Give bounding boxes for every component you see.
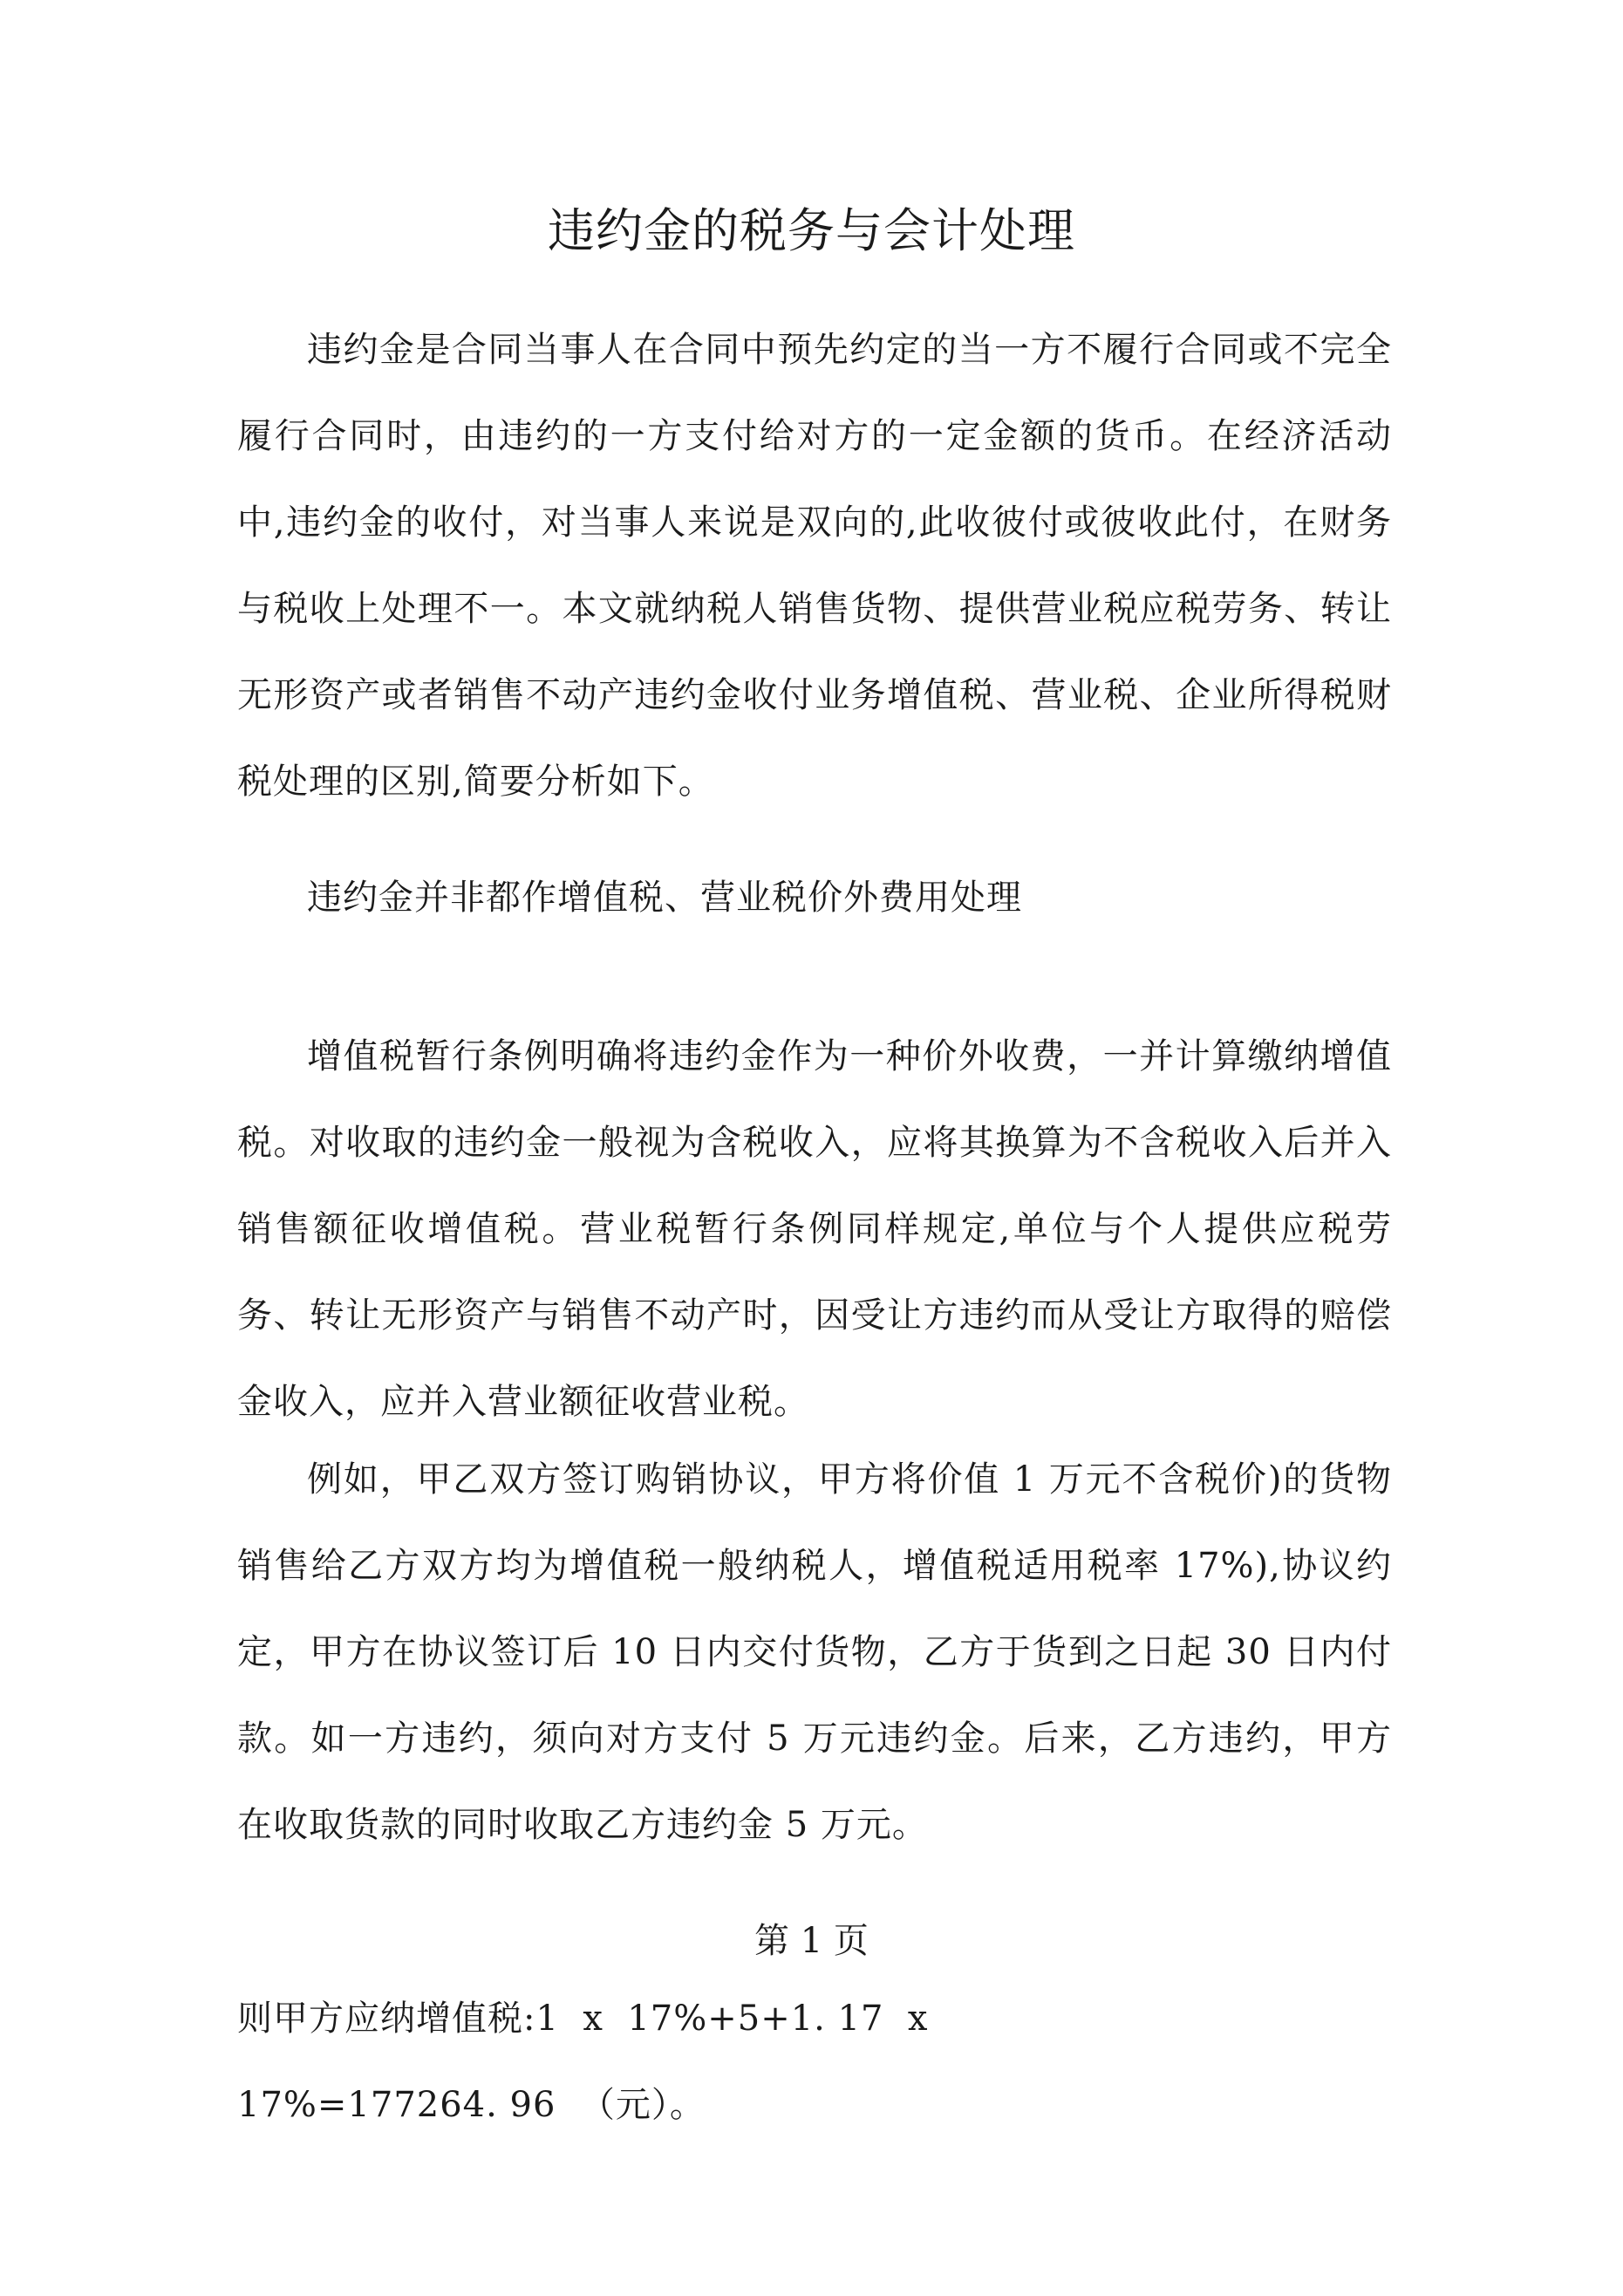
paragraph-example: 例如，甲乙双方签订购销协议，甲方将价值 1 万元不含税价)的货物销售给乙方双方均为增值税一般纳税人，增值税适用税率 17%),协议约定，甲方在协议签订后 10 日内交付货物，乙方于货到之日起 30 日内付款。如一方违约，须向对方支付 5 万元违约金。后来，乙方违约，甲方在收取货款的同时收取乙方违约金 5 万元。 (237, 1459, 1392, 1845)
paragraph-vat-rules: 增值税暂行条例明确将违约金作为一种价外收费，一并计算缴纳增值税。对收取的违约金一般视为含税收入，应将其换算为不含税收入后并入销售额征收增值税。营业税暂行条例同样规定,单位与个人提供应税劳务、转让无形资产与销售不动产时，因受让方违约而从受让方取得的赔偿金收入，应并入营业额征收营业税。 (237, 1036, 1392, 1422)
calculation-block (237, 1976, 1392, 2149)
paragraph-heading: 违约金并非都作增值税、营业税价外费用处理 (307, 878, 1022, 918)
calculation-line-1: 则甲方应纳增值税:1 x 17%+5+1. 17 x (237, 1999, 929, 2039)
calculation-line-2: 17%=177264. 96 （元）。 (237, 2085, 706, 2125)
document-title: 违约金的税务与会计处理 (548, 203, 1075, 258)
paragraph-intro: 违约金是合同当事人在合同中预先约定的当一方不履行合同或不完全履行合同时，由违约的一方支付给对方的一定金额的货币。在经济活动中,违约金的收付，对当事人来说是双向的,此收彼付或彼收此付，在财务与税收上处理不一。本文就纳税人销售货物、提供营业税应税劳务、转让无形资产或者销售不动产违约金收付业务增值税、营业税、企业所得税财税处理的区别,简要分析如下。 (237, 330, 1392, 802)
page-number: 第 1 页 (754, 1921, 869, 1961)
